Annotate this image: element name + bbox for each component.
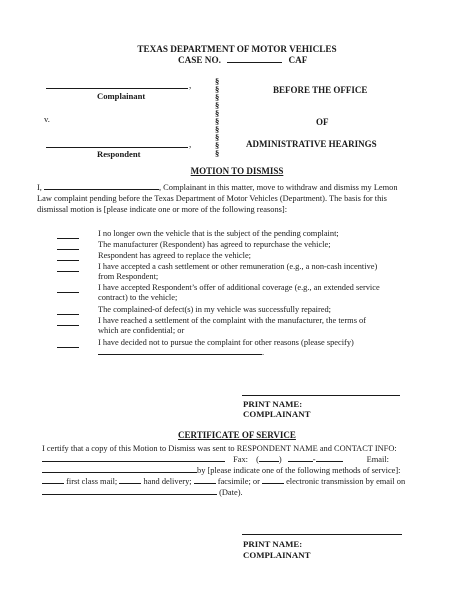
fax-paren-open: ( [256, 455, 259, 464]
service-date-field[interactable] [42, 488, 217, 495]
first-class-mail-check[interactable] [42, 477, 64, 484]
reason-text-line: which are confidential; or [98, 326, 185, 336]
case-number-row [178, 55, 307, 65]
contact-row [42, 455, 389, 466]
motion-title: MOTION TO DISMISS [190, 166, 284, 176]
administrative-hearings: ADMINISTRATIVE HEARINGS [246, 139, 377, 149]
reason-text-line: I have reached a settlement of the complaint with the manufacturer, the terms of [98, 316, 367, 325]
other-reason-field[interactable] [98, 348, 265, 357]
section-symbol: § [215, 100, 220, 110]
complainant-signature-label: COMPLAINANT [243, 409, 311, 419]
certificate-print-name-label: PRINT NAME: [243, 539, 303, 549]
certificate-title: CERTIFICATE OF SERVICE [178, 430, 296, 440]
caption-of: OF [316, 117, 329, 127]
case-no-label: CASE NO. [178, 55, 221, 65]
fax-dash: - [312, 455, 316, 464]
intro-line-1 [37, 183, 398, 194]
complainant-name-field[interactable] [44, 183, 159, 190]
reason-text-line: from Respondent; [98, 272, 159, 282]
email-transmission-label: electronic transmission by email on [286, 477, 406, 486]
section-symbol: § [215, 148, 220, 158]
service-method-intro [42, 466, 401, 477]
intro-line-2: Law complaint pending before the Texas Department of Motor Vehicles (Department). The basis for this [37, 194, 387, 203]
intro-prefix: I, [37, 183, 42, 192]
complainant-comma: , [189, 80, 192, 90]
reason-text [98, 316, 366, 337]
reason-checkbox-line[interactable] [57, 314, 79, 315]
service-methods-row [42, 477, 405, 488]
agency-title: TEXAS DEPARTMENT OF MOTOR VEHICLES [137, 44, 337, 54]
fax-paren-close: ) [278, 455, 282, 464]
section-symbol: § [215, 132, 220, 142]
reason-checkbox-line[interactable] [57, 238, 79, 239]
reason-text: The complained-of defect(s) in my vehicle was successfully repaired; [98, 305, 332, 314]
reason-checkbox-line[interactable] [57, 249, 79, 250]
facsimile-label: facsimile; or [217, 477, 260, 486]
section-symbol: § [215, 124, 220, 134]
section-symbol-column [215, 77, 219, 157]
reason-text-line: contract) to the vehicle; [98, 293, 178, 303]
respondent-contact-field[interactable] [42, 455, 225, 462]
reason-text: I no longer own the vehicle that is the subject of the pending complaint; [98, 229, 339, 238]
case-suffix: CAF [288, 55, 308, 65]
reason-checkbox-line[interactable] [57, 260, 79, 261]
other-reason-row [98, 348, 264, 359]
fax-area-code-field[interactable] [259, 455, 279, 462]
fax-number-field[interactable] [316, 455, 343, 462]
reason-checkbox-line[interactable] [57, 325, 79, 326]
intro-line-3: dismissal motion is [please indicate one or more of the following reasons]: [37, 205, 288, 214]
certificate-signature-line[interactable] [242, 534, 402, 535]
fax-prefix-field[interactable] [288, 455, 313, 462]
respondent-comma: , [189, 139, 192, 149]
section-symbol: § [215, 116, 220, 126]
certificate-line-1: I certify that a copy of this Motion to Dismiss was sent to RESPONDENT NAME and CONTACT INFO: [42, 444, 397, 453]
before-the-office: BEFORE THE OFFICE [273, 85, 368, 95]
print-name-label: PRINT NAME: [243, 399, 303, 409]
versus-label: v. [44, 114, 50, 124]
section-symbol: § [215, 108, 220, 118]
respondent-name-line[interactable] [46, 147, 188, 148]
reason-checkbox-line[interactable] [57, 347, 79, 348]
facsimile-check[interactable] [194, 477, 216, 484]
respondent-label: Respondent [97, 149, 141, 159]
other-reason-period: . [262, 348, 265, 357]
case-number-field[interactable] [227, 56, 282, 63]
hand-delivery-check[interactable] [119, 477, 141, 484]
reason-text: Respondent has agreed to replace the vehicle; [98, 251, 252, 260]
service-method-text: by [please indicate one of the following methods of service]: [197, 466, 401, 475]
service-date-row [42, 488, 243, 499]
reason-text-line: I have accepted a cash settlement or other remuneration (e.g., a non-cash incentive) [98, 262, 378, 271]
section-symbol: § [215, 92, 220, 102]
reason-checkbox-line[interactable] [57, 292, 79, 293]
reason-text [98, 262, 377, 283]
reason-checkbox-line[interactable] [57, 271, 79, 272]
section-symbol: § [215, 140, 220, 150]
email-transmission-check[interactable] [262, 477, 284, 484]
intro-line-1-text: , Complainant in this matter, move to withdraw and dismiss my Lemon [158, 183, 398, 192]
reason-text: The manufacturer (Respondent) has agreed to repurchase the vehicle; [98, 240, 331, 249]
email-label: Email: [366, 455, 389, 464]
first-class-mail-label: first class mail; [66, 477, 118, 486]
date-label: (Date). [219, 488, 243, 497]
respondent-email-field[interactable] [42, 466, 197, 473]
complainant-label: Complainant [97, 91, 146, 101]
complainant-signature-line[interactable] [242, 395, 400, 396]
reason-text: I have decided not to pursue the complaint for other reasons (please specify) [98, 338, 354, 347]
hand-delivery-label: hand delivery; [143, 477, 192, 486]
complainant-name-line[interactable] [46, 88, 188, 89]
section-symbol: § [215, 84, 220, 94]
certificate-complainant-label: COMPLAINANT [243, 550, 311, 560]
reason-text [98, 283, 380, 304]
fax-label: Fax: [233, 455, 248, 464]
reason-text-line: I have accepted Respondent’s offer of additional coverage (e.g., an extended service [98, 283, 380, 292]
section-symbol: § [215, 76, 220, 86]
